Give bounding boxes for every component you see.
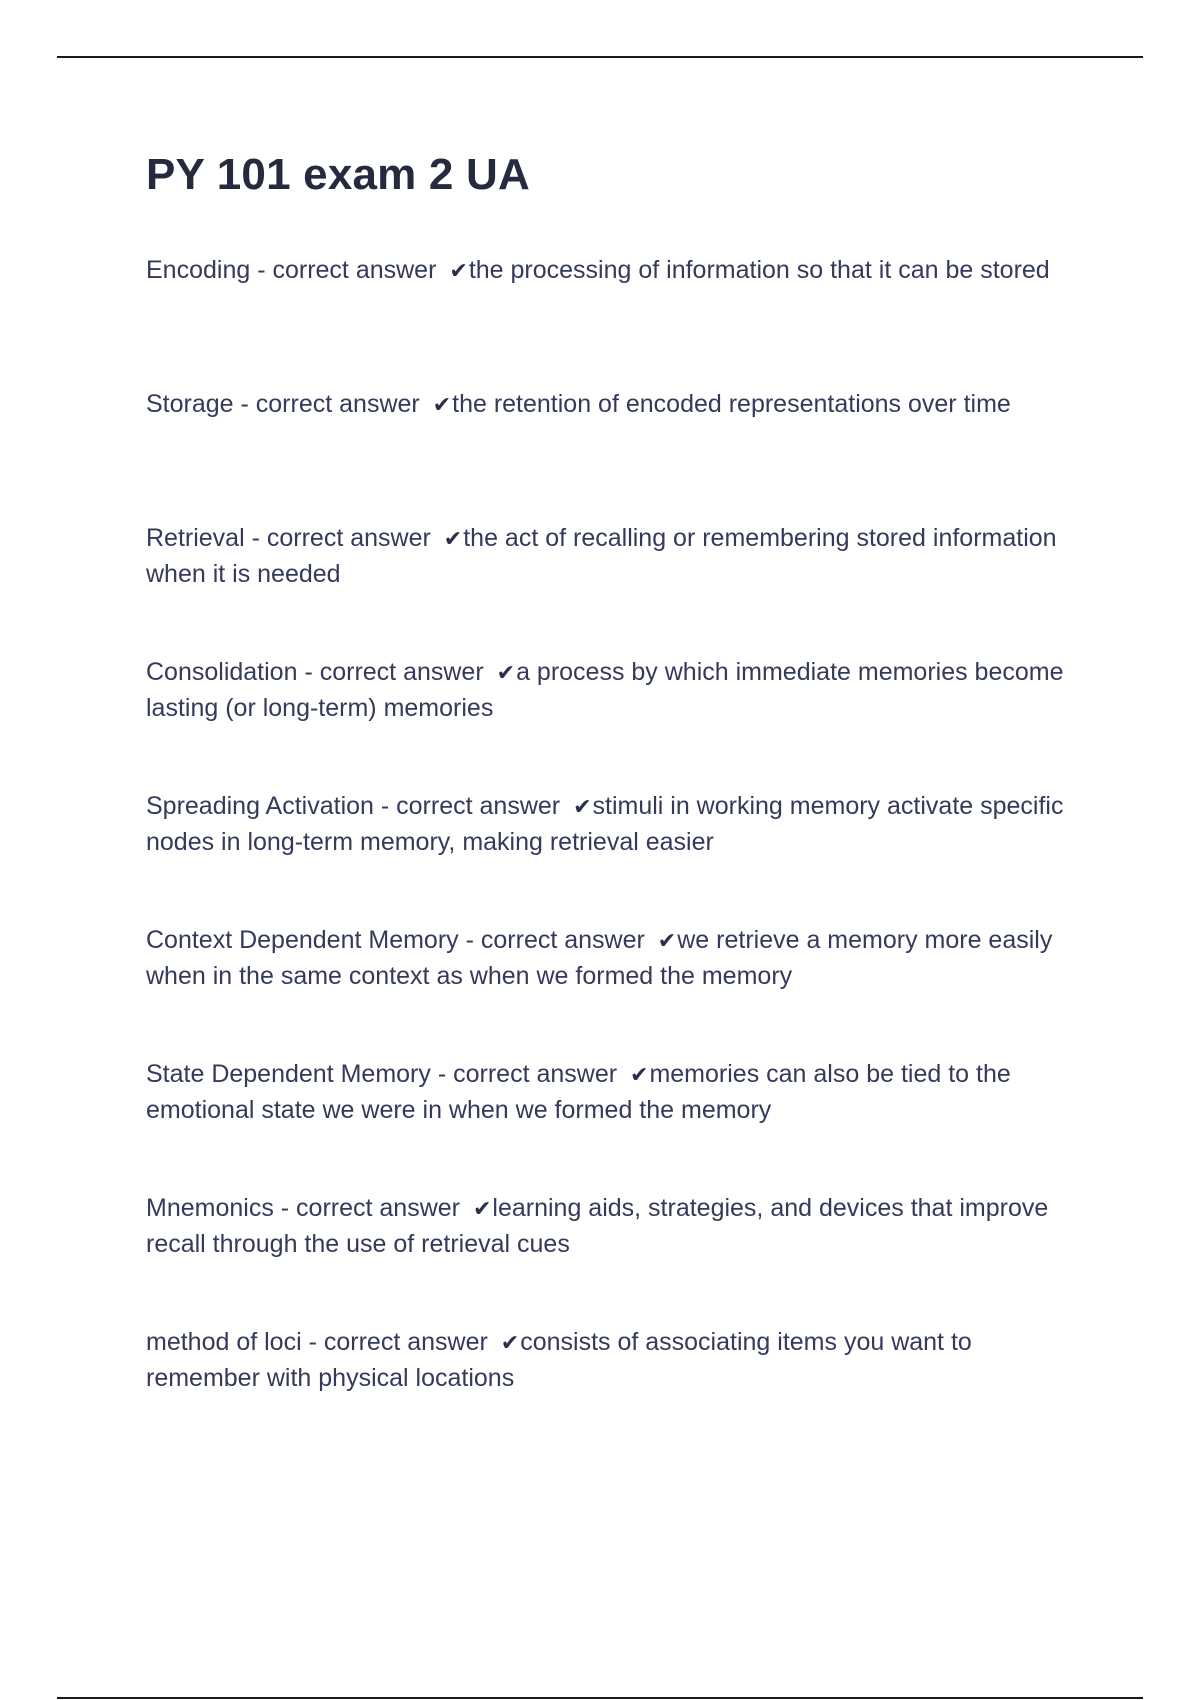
flashcard-entry: Storage - correct answer ✔the retention of encoded representations over time [146, 387, 1086, 455]
entry-definition: the processing of information so that it can be stored [468, 256, 1050, 284]
checkmark-icon: ✔ [432, 393, 452, 418]
entry-term: method of loci [146, 1328, 302, 1356]
checkmark-icon: ✔ [573, 795, 592, 820]
entry-definition: consists of associating items you want to remember with physical locations [146, 1328, 972, 1392]
checkmark-icon: ✔ [630, 1063, 649, 1088]
page-title: PY 101 exam 2 UA [146, 150, 530, 199]
entry-answer-label: correct answer [272, 256, 437, 284]
entry-answer-label: correct answer [480, 926, 645, 954]
entry-term: Context Dependent Memory [146, 926, 459, 954]
entry-term: Consolidation [146, 658, 298, 686]
checkmark-icon: ✔ [472, 1197, 492, 1222]
flashcard-entry: Context Dependent Memory - correct answer ✔we retrieve a memory more easily when in the same context as when we formed the memory [146, 926, 1053, 990]
entry-definition: learning aids, strategies, and devices that improve recall through the use of retrieval cues [146, 1194, 1049, 1258]
entry-definition: memories can also be tied to the emotional state we were in when we formed the memory [146, 1060, 1011, 1124]
flashcard-list [146, 253, 1086, 1393]
entry-definition: the retention of encoded representations over time [452, 390, 1011, 418]
flashcard-entry: Mnemonics - correct answer ✔learning aids, strategies, and devices that improve recall through the use of retrieval cues [146, 1194, 1049, 1258]
flashcard-entry: Spreading Activation - correct answer ✔stimuli in working memory activate specific nodes in long-term memory, making retrieval easier [146, 792, 1064, 856]
entry-answer-label: correct answer [396, 792, 561, 820]
checkmark-icon: ✔ [449, 259, 468, 284]
entry-definition: the act of recalling or remembering stored information when it is needed [146, 524, 1057, 588]
checkmark-icon: ✔ [657, 929, 677, 954]
flashcard-entry: method of loci - correct answer ✔consists of associating items you want to remember with physical locations [146, 1328, 972, 1392]
entry-term: Mnemonics [146, 1194, 274, 1222]
entry-answer-label: correct answer [296, 1194, 460, 1222]
entry-answer-label: correct answer [453, 1060, 618, 1088]
flashcard-entry: State Dependent Memory - correct answer ✔memories can also be tied to the emotional state we were in when we formed the memory [146, 1060, 1011, 1124]
entry-answer-label: correct answer [319, 658, 484, 686]
checkmark-icon: ✔ [500, 1331, 520, 1356]
entry-answer-label: correct answer [323, 1328, 488, 1356]
entry-definition: a process by which immediate memories become lasting (or long-term) memories [146, 658, 1064, 722]
entry-answer-label: correct answer [255, 390, 420, 418]
document-body [146, 145, 1086, 1459]
entry-term: Storage [146, 390, 234, 418]
top-rule [57, 56, 1143, 58]
entry-term: Spreading Activation [146, 792, 374, 820]
flashcard-entry: Encoding - correct answer ✔the processing of information so that it can be stored [146, 253, 1086, 321]
flashcard-entry: Consolidation - correct answer ✔a process by which immediate memories become lasting (or long-term) memories [146, 658, 1064, 722]
checkmark-icon: ✔ [443, 527, 463, 552]
entry-definition: we retrieve a memory more easily when in the same context as when we formed the memory [146, 926, 1053, 990]
entry-term: Encoding [146, 256, 251, 284]
entry-definition: stimuli in working memory activate specific nodes in long-term memory, making retrieval easier [146, 792, 1064, 856]
checkmark-icon: ✔ [496, 661, 516, 686]
entry-term: Retrieval [146, 524, 245, 552]
entry-term: State Dependent Memory [146, 1060, 431, 1088]
flashcard-entry: Retrieval - correct answer ✔the act of recalling or remembering stored information when it is needed [146, 524, 1057, 588]
bottom-rule [57, 1697, 1143, 1699]
entry-answer-label: correct answer [266, 524, 431, 552]
